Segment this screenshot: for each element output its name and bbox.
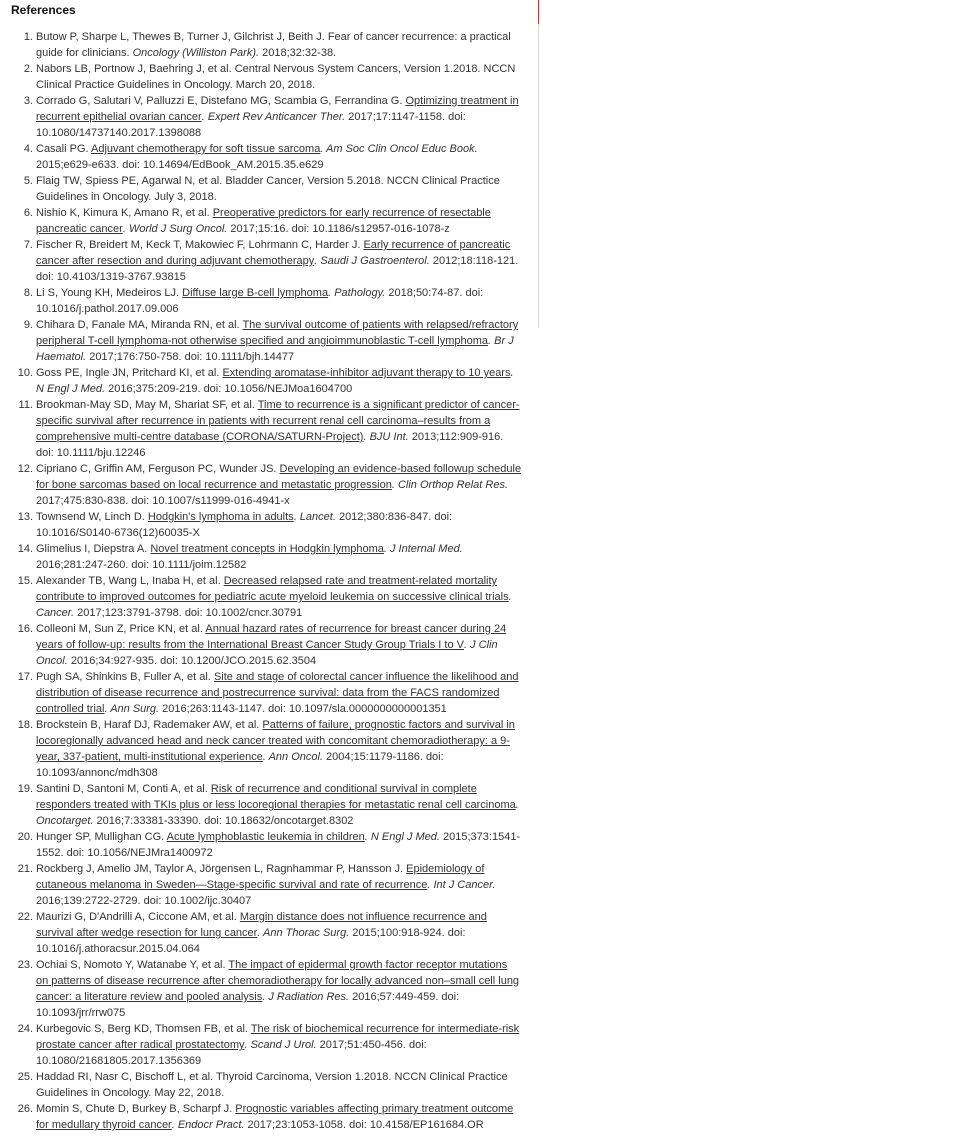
reference-citation: 2016;281:247-260. doi: 10.1111/joim.12582 bbox=[36, 559, 247, 571]
reference-number: 21. bbox=[17, 863, 33, 875]
reference-citation: 2016;375:209-219. doi: 10.1056/NEJMoa1604700 bbox=[105, 383, 353, 395]
reference-list bbox=[0, 29, 522, 1133]
reference-item bbox=[18, 397, 522, 461]
reference-item bbox=[17, 365, 522, 397]
reference-item bbox=[17, 1021, 522, 1069]
reference-authors: Hunger SP, Mullighan CG. bbox=[36, 831, 167, 843]
reference-title-link[interactable]: The survival outcome of patients with relapsed/refractory peripheral T-cell lymphoma-not otherwise specified and angioimmunoblastic T-cell lymphoma bbox=[36, 319, 519, 347]
scrollbar-track[interactable] bbox=[538, 24, 539, 328]
reference-authors: Santini D, Santoni M, Conti A, et al. bbox=[36, 783, 211, 795]
reference-journal: . Clin Orthop Relat Res. bbox=[391, 479, 509, 491]
reference-journal: . N Engl J Med. bbox=[36, 367, 514, 395]
reference-number: 13. bbox=[17, 511, 33, 523]
reference-item bbox=[23, 61, 522, 93]
reference-citation: 2013;112:909-916. doi: 10.1111/bju.12246 bbox=[36, 431, 504, 459]
reference-item bbox=[23, 93, 522, 141]
reference-item bbox=[17, 621, 522, 669]
reference-title-link[interactable]: Annual hazard rates of recurrence for breast cancer during 24 years of follow-up: results from the International Breast Cancer Study Group Trials I to V bbox=[36, 623, 507, 651]
reference-citation: 2017;15:16. doi: 10.1186/s12957-016-1078-z bbox=[227, 223, 450, 235]
reference-number: 25. bbox=[17, 1071, 33, 1083]
reference-item bbox=[17, 861, 522, 909]
reference-citation: 2016;34:927-935. doi: 10.1200/JCO.2015.62.3504 bbox=[67, 655, 317, 667]
reference-title-link[interactable]: The impact of epidermal growth factor receptor mutations on patterns of disease recurrence after chemoradiotherapy for locally advanced non–small cell lung cancer: a literature review and pooled analysis bbox=[36, 959, 520, 1003]
reference-number: 8. bbox=[23, 287, 33, 299]
reference-citation: 2004;15:1179-1186. doi: 10.1093/annonc/mdh308 bbox=[36, 751, 444, 779]
reference-number: 17. bbox=[17, 671, 33, 683]
reference-citation: 2017;123:3791-3798. doi: 10.1002/cncr.30791 bbox=[74, 607, 303, 619]
reference-title-link[interactable]: Margin distance does not influence recurrence and survival after wedge resection for lung cancer bbox=[36, 911, 487, 939]
reference-authors: Cipriano C, Griffin AM, Ferguson PC, Wunder JS. bbox=[36, 463, 280, 475]
reference-item bbox=[23, 29, 522, 61]
reference-number: 10. bbox=[17, 367, 33, 379]
reference-number: 16. bbox=[17, 623, 33, 635]
reference-item bbox=[17, 781, 522, 829]
reference-authors: Flaig TW, Spiess PE, Agarwal N, et al. Bladder Cancer, Version 5.2018. NCCN Clinical Practice Guidelines in Oncology. July 3, 2018. bbox=[36, 175, 500, 203]
reference-authors: Butow P, Sharpe L, Thewes B, Turner J, Gilchrist J, Beith J. Fear of cancer recurrence: a practical guide for clinicians. bbox=[36, 31, 511, 59]
reference-authors: Momin S, Chute D, Burkey B, Scharpf J. bbox=[36, 1103, 236, 1115]
reference-title-link[interactable]: Diffuse large B-cell lymphoma bbox=[182, 287, 329, 299]
reference-citation: 2016;7:33381-33390. doi: 10.18632/oncotarget.8302 bbox=[93, 815, 354, 827]
reference-journal: . Endocr Pract. bbox=[171, 1119, 245, 1131]
reference-journal: . Pathology. bbox=[328, 287, 386, 299]
scrollbar-marker[interactable] bbox=[538, 0, 539, 24]
reference-number: 2. bbox=[23, 63, 33, 75]
reference-citation: 2017;475:830-838. doi: 10.1007/s11999-016-4941-x bbox=[36, 495, 290, 507]
reference-number: 26. bbox=[17, 1103, 33, 1115]
reference-authors: Alexander TB, Wang L, Inaba H, et al. bbox=[36, 575, 224, 587]
reference-title-link[interactable]: Time to recurrence is a significant predictor of cancer-specific survival after recurrence in patients with recurrent renal cell carcinoma–results from a comprehensive multi-centre database (CORONA/SATURN-Project) bbox=[36, 399, 520, 443]
reference-authors: Fischer R, Breidert M, Keck T, Makowiec F, Lohrmann C, Harder J. bbox=[36, 239, 364, 251]
reference-citation: 2016;139:2722-2729. doi: 10.1002/ijc.30407 bbox=[36, 895, 252, 907]
reference-item bbox=[17, 573, 522, 621]
reference-number: 22. bbox=[17, 911, 33, 923]
reference-authors: Casali PG. bbox=[36, 143, 92, 155]
reference-item bbox=[17, 669, 522, 717]
reference-journal: . J Radiation Res. bbox=[262, 991, 350, 1003]
reference-journal: . Scand J Urol. bbox=[244, 1039, 317, 1051]
reference-number: 6. bbox=[23, 207, 33, 219]
reference-item bbox=[17, 461, 522, 509]
reference-authors: Colleoni M, Sun Z, Price KN, et al. bbox=[36, 623, 206, 635]
reference-number: 20. bbox=[17, 831, 33, 843]
reference-journal: . Oncotarget. bbox=[36, 799, 519, 827]
reference-journal: . Saudi J Gastroenterol. bbox=[314, 255, 430, 267]
reference-number: 1. bbox=[23, 31, 33, 43]
reference-number: 19. bbox=[17, 783, 33, 795]
reference-title-link[interactable]: Preoperative predictors for early recurrence of resectable pancreatic cancer bbox=[36, 207, 491, 235]
references-heading: References bbox=[11, 3, 76, 17]
reference-item bbox=[17, 509, 522, 541]
reference-journal: . Br J Haematol. bbox=[36, 335, 514, 363]
reference-number: 5. bbox=[23, 175, 33, 187]
reference-title-link[interactable]: Patterns of failure, prognostic factors and survival in locoregionally advanced head and neck cancer treated with concomitant chemoradiotherapy: a 9-year, 337-patient, multi-institutional experience bbox=[36, 719, 515, 763]
reference-number: 18. bbox=[17, 719, 33, 731]
reference-citation: 2017;17:1147-1158. doi: 10.1080/14737140.2017.1398088 bbox=[36, 111, 466, 139]
reference-title-link[interactable]: Acute lymphoblastic leukemia in children bbox=[166, 831, 365, 843]
reference-citation: 2018;32:32-38. bbox=[259, 47, 337, 59]
reference-title-link[interactable]: Extending aromatase-inhibitor adjuvant therapy to 10 years bbox=[222, 367, 511, 379]
reference-item bbox=[17, 1069, 522, 1101]
reference-authors: Kurbegovic S, Berg KD, Thomsen FB, et al. bbox=[36, 1023, 251, 1035]
reference-authors: Corrado G, Salutari V, Palluzzi E, Distefano MG, Scambia G, Ferrandina G. bbox=[36, 95, 406, 107]
reference-number: 3. bbox=[23, 95, 33, 107]
reference-journal: . J Internal Med. bbox=[383, 543, 463, 555]
reference-journal: . Ann Surg. bbox=[104, 703, 160, 715]
reference-journal: . BJU Int. bbox=[363, 431, 409, 443]
reference-citation: 2017;176:750-758. doi: 10.1111/bjh.14477 bbox=[86, 351, 295, 363]
reference-citation: 2017;23:1053-1058. doi: 10.4158/EP161684.OR bbox=[244, 1119, 484, 1131]
reference-authors: Nabors LB, Portnow J, Baehring J, et al. Central Nervous System Cancers, Version 1.2018. NCCN Clinical Practice Guidelines in Oncology. March 20, 2018. bbox=[36, 63, 516, 91]
reference-authors: Brockstein B, Haraf DJ, Rademaker AW, et al. bbox=[36, 719, 263, 731]
reference-journal: . Am Soc Clin Oncol Educ Book. bbox=[320, 143, 478, 155]
reference-journal: . Ann Oncol. bbox=[262, 751, 323, 763]
reference-title-link[interactable]: Early recurrence of pancreatic cancer after resection and during adjuvant chemotherapy bbox=[36, 239, 511, 267]
reference-citation: 2015;e629-e633. doi: 10.14694/EdBook_AM.2015.35.e629 bbox=[36, 159, 324, 171]
reference-authors: Ochiai S, Nomoto Y, Watanabe Y, et al. bbox=[36, 959, 229, 971]
reference-item bbox=[17, 909, 522, 957]
reference-journal: . N Engl J Med. bbox=[364, 831, 440, 843]
reference-item bbox=[17, 717, 522, 781]
reference-citation: 2017;51:450-456. doi: 10.1080/21681805.2017.1356369 bbox=[36, 1039, 427, 1067]
reference-title-link[interactable]: The risk of biochemical recurrence for intermediate-risk prostate cancer after radical prostatectomy bbox=[36, 1023, 520, 1051]
reference-authors: Goss PE, Ingle JN, Pritchard KI, et al. bbox=[36, 367, 223, 379]
reference-item bbox=[17, 957, 522, 1021]
reference-authors: Haddad RI, Nasr C, Bischoff L, et al. Thyroid Carcinoma, Version 1.2018. NCCN Clinical Practice Guidelines in Oncology. May 22, 2018. bbox=[36, 1071, 508, 1099]
reference-number: 12. bbox=[17, 463, 33, 475]
reference-citation: 2015;100:918-924. doi: 10.1016/j.athoracsur.2015.04.064 bbox=[36, 927, 466, 955]
reference-authors: Townsend W, Linch D. bbox=[36, 511, 148, 523]
reference-journal: . Int J Cancer. bbox=[427, 879, 496, 891]
reference-authors: Brookman-May SD, May M, Shariat SF, et al. bbox=[36, 399, 258, 411]
reference-number: 15. bbox=[17, 575, 33, 587]
reference-number: 7. bbox=[23, 239, 33, 251]
reference-number: 14. bbox=[17, 543, 33, 555]
reference-journal: . Cancer. bbox=[36, 591, 512, 619]
reference-title-link[interactable]: Adjuvant chemotherapy for soft tissue sarcoma bbox=[91, 143, 321, 155]
reference-journal: . World J Surg Oncol. bbox=[122, 223, 228, 235]
reference-authors: Li S, Young KH, Medeiros LJ. bbox=[36, 287, 183, 299]
reference-title-link[interactable]: Prognostic variables affecting primary treatment outcome for medullary thyroid cancer bbox=[36, 1103, 514, 1131]
reference-item bbox=[17, 541, 522, 573]
reference-number: 4. bbox=[23, 143, 33, 155]
reference-citation: 2016;57:449-459. doi: 10.1093/jrr/rrw075 bbox=[36, 991, 460, 1019]
reference-citation: 2012;18:118-121. doi: 10.4103/1319-3767.93815 bbox=[36, 255, 519, 283]
reference-title-link[interactable]: Site and stage of colorectal cancer influence the likelihood and distribution of disease recurrence and postrecurrence survival: data from the FACS randomized controlled trial bbox=[36, 671, 519, 715]
reference-authors: Chihara D, Fanale MA, Miranda RN, et al. bbox=[36, 319, 243, 331]
reference-citation: 2018;50:74-87. doi: 10.1016/j.pathol.2017.09.006 bbox=[36, 287, 484, 315]
reference-journal: . Ann Thorac Surg. bbox=[257, 927, 350, 939]
reference-title-link[interactable]: Risk of recurrence and conditional survival in complete responders treated with TKIs plus or less locoregional therapies for metastatic renal cell carcinoma bbox=[36, 783, 516, 811]
reference-item bbox=[23, 173, 522, 205]
reference-title-link[interactable]: Hodgkin's lymphoma in adults bbox=[147, 511, 294, 523]
reference-item bbox=[23, 285, 522, 317]
reference-title-link[interactable]: Epidemiology of cutaneous melanoma in Sweden—Stage-specific survival and rate of recurrence bbox=[36, 863, 485, 891]
reference-authors: Glimelius I, Diepstra A. bbox=[36, 543, 151, 555]
reference-authors: Maurizi G, D'Andrilli A, Ciccone AM, et al. bbox=[36, 911, 240, 923]
reference-citation: 2012;380:836-847. doi: 10.1016/S0140-6736(12)60035-X bbox=[36, 511, 453, 539]
reference-number: 11. bbox=[18, 399, 33, 411]
reference-citation: 2015;373:1541-1552. doi: 10.1056/NEJMra1400972 bbox=[36, 831, 521, 859]
reference-journal: . Expert Rev Anticancer Ther. bbox=[201, 111, 346, 123]
reference-number: 23. bbox=[17, 959, 33, 971]
reference-title-link[interactable]: Optimizing treatment in recurrent epithelial ovarian cancer bbox=[36, 95, 519, 123]
reference-authors: Nishio K, Kimura K, Amano R, et al. bbox=[36, 207, 213, 219]
reference-number: 24. bbox=[17, 1023, 33, 1035]
reference-journal: . Lancet. bbox=[293, 511, 336, 523]
reference-journal: . J Clin Oncol. bbox=[36, 639, 498, 667]
reference-item bbox=[23, 141, 522, 173]
reference-citation: 2016;263:1143-1147. doi: 10.1097/sla.0000000000001351 bbox=[159, 703, 447, 715]
reference-item bbox=[23, 205, 522, 237]
reference-title-link[interactable]: Novel treatment concepts in Hodgkin lymphoma bbox=[150, 543, 384, 555]
reference-journal: Oncology (Williston Park). bbox=[132, 47, 260, 59]
reference-authors: Pugh SA, Shinkins B, Fuller A, et al. bbox=[36, 671, 214, 683]
reference-authors: Rockberg J, Amelio JM, Taylor A, Jörgensen L, Ragnhammar P, Hansson J. bbox=[36, 863, 407, 875]
reference-item bbox=[23, 317, 522, 365]
reference-title-link[interactable]: Developing an evidence-based followup schedule for bone sarcomas based on local recurrence and metastatic progression bbox=[36, 463, 522, 491]
reference-title-link[interactable]: Decreased relapsed rate and treatment-related mortality contribute to improved outcomes for pediatric acute myeloid leukemia on successive clinical trials bbox=[36, 575, 509, 603]
reference-item bbox=[17, 829, 522, 861]
reference-number: 9. bbox=[23, 319, 33, 331]
reference-item bbox=[17, 1101, 522, 1133]
reference-item bbox=[23, 237, 522, 285]
